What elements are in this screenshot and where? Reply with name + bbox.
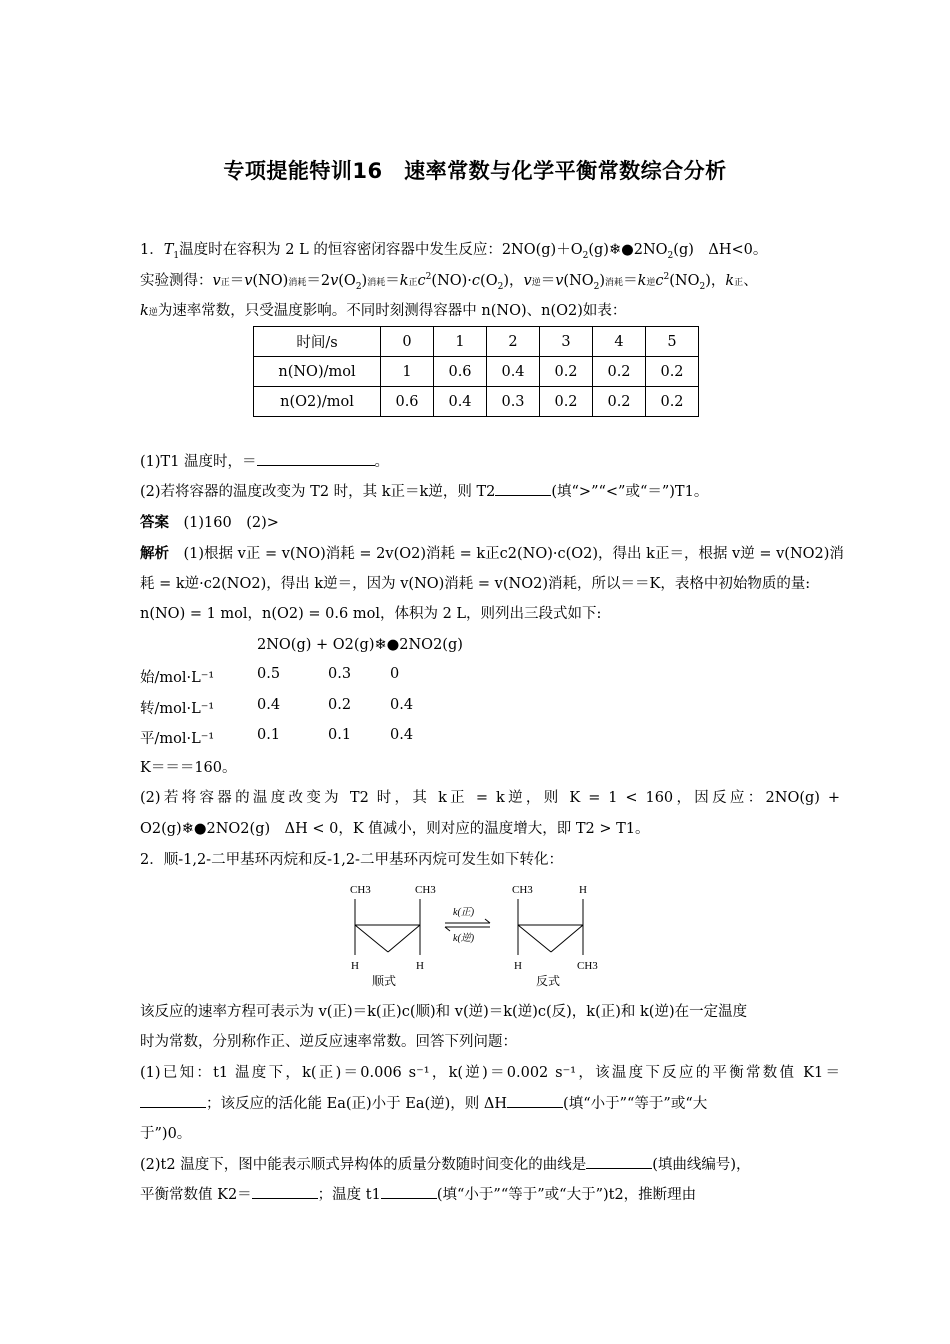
cis-ch3-right: CH3: [415, 884, 436, 896]
cis-h-right: H: [416, 960, 424, 972]
table-cell: n(O2)/mol: [254, 387, 381, 417]
table-cell: 5: [646, 327, 699, 357]
q2-s1b: ；该反应的活化能 Ea(正)小于 Ea(逆)，则 ΔH (填“小于”“等于”或“大: [140, 1094, 840, 1114]
table-cell: 0.6: [434, 357, 487, 387]
q2-intro: 2．顺-1,2-二甲基环丙烷和反-1,2-二甲基环丙烷可发生如下转化：: [140, 852, 563, 868]
stage-value: 0.5: [257, 666, 281, 682]
table-cell: n(NO)/mol: [254, 357, 381, 387]
table-cell: 2: [487, 327, 540, 357]
q1-sub1: (1)T1 温度时，＝ 。: [140, 454, 390, 470]
q1-analysis-l2: 耗 = k逆·c2(NO2)，得出 k逆＝，因为 v(NO)消耗 = v(NO2)消耗，所以＝＝K，表格中初始物质的量:: [140, 576, 811, 592]
trans-label: 反式: [536, 974, 561, 988]
equation-line: 2NO(g) + O2(g)❄●2NO2(g): [257, 637, 463, 653]
q2-p2: 时为常数，分别称作正、逆反应速率常数。回答下列问题：: [140, 1034, 517, 1050]
stage-value: 0.2: [328, 697, 352, 713]
trans-h-left: H: [514, 960, 522, 972]
data-table: [253, 326, 699, 417]
trans-ch3-left: CH3: [512, 884, 533, 896]
table-cell: 0.2: [593, 387, 646, 417]
stage-value: 0.1: [328, 727, 352, 743]
stage-label: 平/mol·L⁻¹: [140, 731, 215, 747]
trans-h-right: H: [579, 884, 587, 896]
answer-blank[interactable]: [495, 495, 551, 496]
table-cell: 0: [381, 327, 434, 357]
q2-s1c: 于”)0。: [140, 1126, 192, 1142]
trans-ch3-right: CH3: [577, 960, 598, 972]
stage-label: 转/mol·L⁻¹: [140, 701, 215, 717]
q2-s2b: 平衡常数值 K2＝ ；温度 t1 (填“小于”“等于”或“大于”)t2，推断理由: [140, 1187, 697, 1203]
table-row: [254, 357, 699, 387]
q1-line2: 实验测得：v正＝v(NO)消耗$=2v(O_2)$消耗＝k正$c^2(NO)\cdot c(O_2)$，v逆$=v(NO_2)$消耗＝k逆$c^2(NO_2)$，k正、: [140, 272, 758, 292]
table-cell: 时间/s: [254, 327, 381, 357]
stage-value: 0.4: [390, 727, 414, 743]
k-reverse-label: k(逆): [453, 933, 475, 944]
answer-blank[interactable]: [140, 1107, 206, 1108]
stage-value: 0: [390, 666, 400, 682]
stage-value: 0.4: [390, 697, 414, 713]
cis-label: 顺式: [372, 974, 397, 988]
table-cell: 0.2: [646, 387, 699, 417]
stage-label: 始/mol·L⁻¹: [140, 670, 215, 686]
q1-analysis-l5: O2(g)❄●2NO2(g) ΔH < 0，K 值减小，则对应的温度增大，即 T2 > T1。: [140, 821, 650, 837]
q1-analysis-l4: (2)若将容器的温度改变为 T2 时，其 k正 = k逆，则 K = 1 < 160，因反应：2NO(g) +: [140, 790, 840, 806]
cis-h-left: H: [351, 960, 359, 972]
table-header-row: [254, 327, 699, 357]
table-cell: 4: [593, 327, 646, 357]
q2-s2a: (2)t2 温度下，图中能表示顺式异构体的质量分数随时间变化的曲线是 (填曲线编号)，: [140, 1157, 751, 1173]
stage-value: 0.1: [257, 727, 281, 743]
table-cell: 0.4: [434, 387, 487, 417]
q2-p1: 该反应的速率方程可表示为 v(正)＝k(正)c(顺)和 v(逆)＝k(逆)c(反)，k(正)和 k(逆)在一定温度: [140, 1004, 748, 1020]
q1-analysis-l3: n(NO) = 1 mol，n(O2) = 0.6 mol，体积为 2 L，则列出三段式如下:: [140, 606, 602, 622]
k-value-line: K＝＝＝160。: [140, 760, 237, 776]
page-title: 专项提能特训16 速率常数与化学平衡常数综合分析: [223, 159, 727, 183]
table-cell: 0.2: [540, 357, 593, 387]
table-row: [254, 387, 699, 417]
answer-blank[interactable]: [252, 1198, 318, 1199]
table-cell: 1: [434, 327, 487, 357]
q1-answer: 答案 (1)160 (2)>: [140, 515, 279, 531]
table-cell: 0.2: [593, 357, 646, 387]
q1-sub2: (2)若将容器的温度改变为 T2 时，其 k正＝k逆，则 T2 (填“>”“<”或“＝”)T1。: [140, 484, 709, 500]
q1-analysis-l1: 解析 (1)根据 v正 = v(NO)消耗 = 2v(O2)消耗 = k正c2(NO)·c(O2)，得出 k正＝，根据 v逆 = v(NO2)消: [140, 546, 844, 562]
stage-value: 0.3: [328, 666, 352, 682]
table-cell: 0.3: [487, 387, 540, 417]
answer-blank[interactable]: [257, 465, 375, 466]
q1-line3: k逆为速率常数，只受温度影响。不同时刻测得容器中 n(NO)、n(O2)如表：: [140, 303, 627, 319]
stage-value: 0.4: [257, 697, 281, 713]
table-cell: 0.2: [646, 357, 699, 387]
table-cell: 0.6: [381, 387, 434, 417]
answer-blank[interactable]: [586, 1168, 652, 1169]
q2-s1a: (1)已知：t1 温度下，k(正)＝0.006 s⁻¹，k(逆)＝0.002 s⁻¹，该温度下反应的平衡常数值 K1＝: [140, 1065, 840, 1081]
k-forward-label: k(正): [453, 907, 475, 918]
cyclopropane-diagram: [340, 875, 620, 990]
q1-line1: 1．$T_1$温度时在容积为 2 L 的恒容密闭容器中发生反应：$2NO(g)+O_2(g)❄●2NO_2(g)$ ΔH<0。: [140, 242, 768, 261]
table-cell: 0.4: [487, 357, 540, 387]
answer-blank[interactable]: [381, 1198, 437, 1199]
cis-ch3-left: CH3: [350, 884, 371, 896]
answer-blank[interactable]: [507, 1107, 563, 1108]
table-cell: 3: [540, 327, 593, 357]
table-cell: 0.2: [540, 387, 593, 417]
table-cell: 1: [381, 357, 434, 387]
